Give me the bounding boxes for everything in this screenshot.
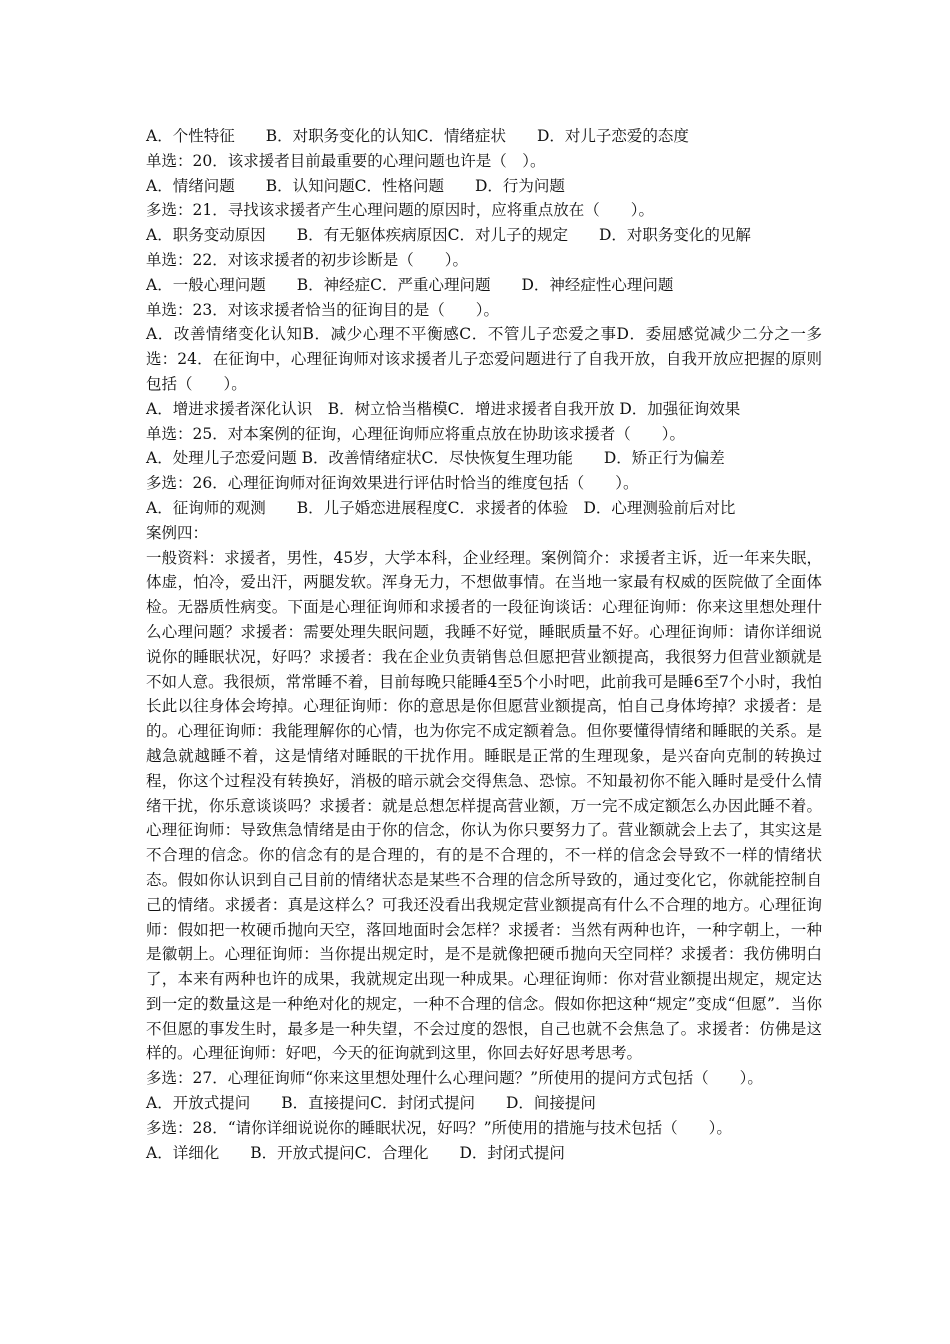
q26-stem: 多选：26．心理征询师对征询效果进行评估时恰当的维度包括（ ）。 xyxy=(146,474,639,493)
q22-stem: 单选：22．对该求援者的初步诊断是（ ）。 xyxy=(146,250,468,269)
q26-options: A．征询师的观测 B．儿子婚恋进展程度C．求援者的体验 D．心理测验前后对比 xyxy=(146,498,736,517)
q28-options: A．详细化 B．开放式提问C．合理化 D．封闭式提问 xyxy=(146,1143,565,1162)
case4-heading: 案例四： xyxy=(146,523,209,542)
q23-options-q24-stem: A．改善情绪变化认知B．减少心理不平衡感C．不管儿子恋爱之事D．委屈感觉减少二分之一多选：24．在征询中，心理征询师对该求援者儿子恋爱问题进行了自我开放，自我开放应把握的原则包括（ ）。 xyxy=(146,325,822,393)
q27-stem: 多选：27．心理征询师“你来这里想处理什么心理问题？”所使用的提问方式包括（ ）。 xyxy=(146,1069,763,1088)
q20-stem: 单选：20．该求援者目前最重要的心理问题也许是（ ）。 xyxy=(146,151,546,170)
q25-options: A．处理儿子恋爱问题 B．改善情绪症状C．尽快恢复生理功能 D．矫正行为偏差 xyxy=(146,449,725,468)
document-page xyxy=(146,124,822,1165)
q27-options: A．开放式提问 B．直接提问C．封闭式提问 D．间接提问 xyxy=(146,1094,596,1113)
q21-stem: 多选：21．寻找该求援者产生心理问题的原因时，应将重点放在（ ）。 xyxy=(146,201,654,220)
q24-options: A．增进求援者深化认识 B．树立恰当楷模C．增进求援者自我开放 D．加强征询效果 xyxy=(146,399,741,418)
q25-stem: 单选：25．对本案例的征询，心理征询师应将重点放在协助该求援者（ ）。 xyxy=(146,424,685,443)
q20-options: A．情绪问题 B．认知问题C．性格问题 D．行为问题 xyxy=(146,176,565,195)
q28-stem: 多选：28．“请你详细说说你的睡眠状况，好吗？”所使用的措施与技术包括（ ）。 xyxy=(146,1118,732,1137)
q21-options: A．职务变动原因 B．有无躯体疾病原因C．对儿子的规定 D．对职务变化的见解 xyxy=(146,226,751,245)
case4-body: 一般资料：求援者，男性，45岁，大学本科，企业经理。案例简介：求援者主诉，近一年来失眠，体虚，怕冷，爱出汗，两腿发软。浑身无力，不想做事情。在当地一家最有权威的医院做了全面体检。无器质性病变。下面是心理征询师和求援者的一段征询谈话：心理征询师：你来这里想处理什么心理问题？求援者：需要处理失眠问题，我睡不好觉，睡眠质量不好。心理征询师：请你详细说说你的睡眠状况，好吗？求援者：我在企业负责销售总但愿把营业额提高，我很努力但营业额就是不如人意。我很烦，常常睡不着，目前每晚只能睡4至5个小时吧，此前我可是睡6至7个小时，我怕长此以往身体会垮掉。心理征询师：你的意思是你但愿营业额提高，怕自己身体垮掉？求援者：是的。心理征询师：我能理解你的心情，也为你完不成定额着急。但你要懂得情绪和睡眠的关系。是越急就越睡不着，这是情绪对睡眠的干扰作用。睡眠是正常的生理现象，是兴奋向克制的转换过程，你这个过程没有转换好，消极的暗示就会交得焦急、恐惊。不知最初你不能入睡时是受什么情绪干扰，你乐意谈谈吗？求援者：就是总想怎样提高营业额，万一完不成定额怎么办因此睡不着。心理征询师：导致焦急情绪是由于你的信念，你认为你只要努力了。营业额就会上去了，其实这是不合理的信念。你的信念有的是合理的，有的是不合理的，不一样的信念会导致不一样的情绪状态。假如你认识到自己目前的情绪状态是某些不合理的信念所导致的，通过变化它，你就能控制自己的情绪。求援者：真是这样么？可我还没看出我规定营业额提高有什么不合理的地方。心理征询师：假如把一枚硬币抛向天空，落回地面时会怎样？求援者：当然有两种也许，一种字朝上，一种是徽朝上。心理征询师：当你提出规定时，是不是就像把硬币抛向天空同样？求援者：我仿佛明白了，本来有两种也许的成果，我就规定出现一种成果。心理征询师：你对营业额提出规定，规定达到一定的数量这是一种绝对化的规定，一种不合理的信念。假如你把这种“规定”变成“但愿”．当你不但愿的事发生时，最多是一种失望，不会过度的怨恨，自己也就不会焦急了。求援者：仿佛是这样的。心理征询师：好吧，今天的征询就到这里，你回去好好思考思考。 xyxy=(146,548,822,1063)
q23-stem: 单选：23．对该求援者恰当的征询目的是（ ）。 xyxy=(146,300,499,319)
q19-options: A．个性特征 B．对职务变化的认知C．情绪症状 D．对儿子恋爱的态度 xyxy=(146,127,689,145)
q22-options: A．一般心理问题 B．神经症C．严重心理问题 D．神经症性心理问题 xyxy=(146,275,674,294)
